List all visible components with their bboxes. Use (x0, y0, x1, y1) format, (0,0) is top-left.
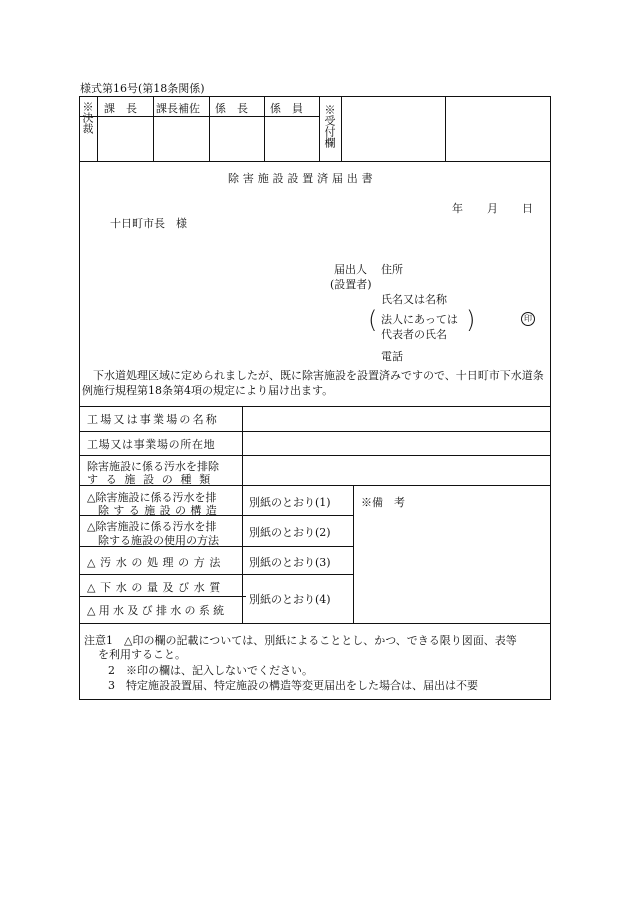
row-label-sewage-volume: △下水の量及び水質 (87, 581, 226, 594)
row-label-facility-type-1: 除害施設に係る汚水を排除 (87, 460, 219, 473)
approval-bottom-border (79, 161, 551, 162)
row-label-structure-1: △除害施設に係る汚水を排 (87, 491, 217, 504)
row-label-usage-2: 除する施設の使用の方法 (98, 534, 219, 547)
form-number: 様式第16号(第18条関係) (80, 82, 205, 95)
row-divider (79, 574, 353, 575)
date-year: 年 (452, 202, 463, 215)
date-month: 月 (487, 202, 498, 215)
row-divider (79, 596, 246, 597)
seal-mark: 印 (521, 312, 535, 326)
applicant-address-label: 住所 (381, 263, 403, 276)
row-label-treatment-method: △汚水の処理の方法 (87, 556, 226, 569)
approval-header-divider (79, 116, 319, 117)
open-bracket: ( (368, 306, 378, 334)
receipt-divider (341, 96, 342, 161)
value-usage: 別紙のとおり(2) (249, 526, 331, 539)
approval-col-section-chief: 課 長 (104, 102, 137, 115)
approval-divider (319, 96, 320, 161)
approval-divider (97, 96, 98, 161)
row-label-site-name: 工場又は事業場の名称 (87, 413, 219, 426)
approval-col-staff: 係 員 (270, 102, 303, 115)
date-day: 日 (522, 202, 533, 215)
value-volume-and-system: 別紙のとおり(4) (249, 593, 331, 606)
note-2: 2 ※印の欄は、記入しないでください。 (108, 664, 313, 677)
approval-mark: ※決裁 (81, 101, 94, 134)
approval-divider (153, 96, 154, 161)
addressee: 十日町市長 様 (110, 217, 187, 230)
note-1-line-1: 注意1 △印の欄の記載については、別紙によることとし、かつ、できる限り図面、表等 (84, 634, 517, 647)
column-divider (242, 406, 243, 623)
applicant-name-label: 氏名又は名称 (381, 293, 447, 306)
row-label-structure-2: 除する施設の構造 (98, 504, 222, 517)
applicant-phone-label: 電話 (381, 350, 403, 363)
value-structure: 別紙のとおり(1) (249, 496, 331, 509)
approval-divider (264, 96, 265, 161)
receipt-mark: ※受付欄 (323, 104, 336, 148)
approval-col-subsection-chief: 係 長 (215, 102, 248, 115)
approval-col-assistant-chief: 課長補佐 (156, 102, 200, 115)
declaration-text: 下水道処理区域に定められましたが、既に除害施設を設置済みですので、十日町市下水道条例施行規程第18条第4項の規定により届け出ます。 (82, 369, 544, 397)
row-divider (79, 455, 551, 456)
note-1-line-2: を利用すること。 (98, 648, 186, 661)
row-label-water-system: △用水及び排水の系統 (87, 604, 228, 617)
row-label-facility-type-2: する施設の種類 (87, 473, 218, 486)
corp-line-2: 代表者の氏名 (381, 328, 447, 341)
value-treatment: 別紙のとおり(3) (249, 556, 331, 569)
row-divider (79, 431, 551, 432)
applicant-role: (設置者) (330, 278, 372, 291)
row-label-usage-1: △除害施設に係る汚水を排 (87, 520, 217, 533)
receipt-divider (445, 96, 446, 161)
row-label-site-address: 工場又は事業場の所在地 (87, 438, 216, 451)
remarks-divider (353, 485, 354, 623)
applicant-label: 届出人 (334, 263, 367, 276)
form-title: 除害施設設置済届出書 (228, 172, 377, 185)
table-bottom-border (79, 623, 551, 624)
close-bracket: ) (466, 306, 476, 334)
note-3: 3 特定施設設置届、特定施設の構造等変更届出をした場合は、届出は不要 (108, 679, 478, 692)
approval-divider (209, 96, 210, 161)
corp-line-1: 法人にあっては (381, 313, 458, 326)
table-top-border (79, 406, 551, 407)
remarks-label: ※備 考 (361, 496, 405, 509)
